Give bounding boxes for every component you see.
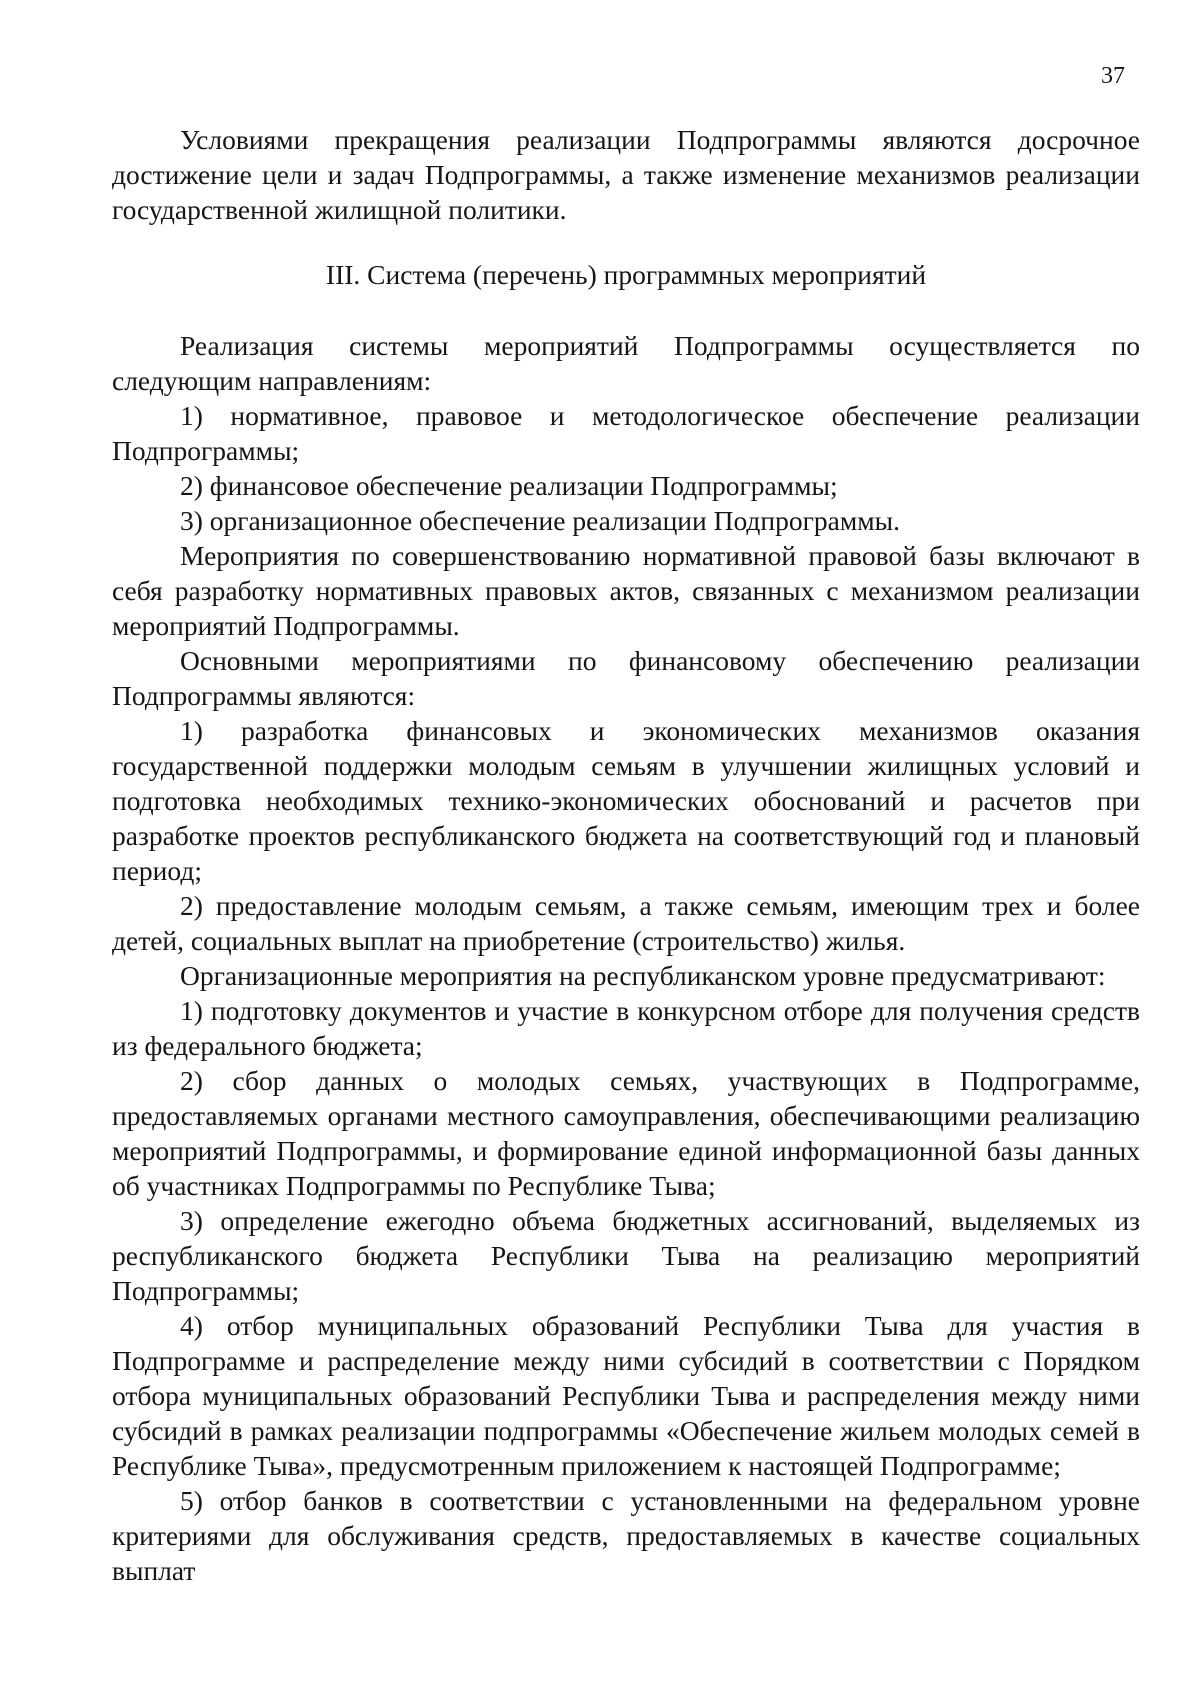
page-number: 37 <box>1101 63 1125 89</box>
paragraph-financial-measures-intro: Основными мероприятиями по финансовому обеспечению реализации Подпрограммы являются: <box>112 645 1140 711</box>
list-item-direction-3: 3) организационное обеспечение реализации Подпрограммы. <box>180 505 901 536</box>
list-item-organizational-4: 4) отбор муниципальных образований Республики Тыва для участия в Подпрограмме и распределение между ними субсидий в соответствии с Порядком отбора муниципальных образований Республики Тыва и распределения между ними субсидий в рамках реализации подпрограммы «Обеспечение жильем молодых семей в Республике Тыва», предусмотренным приложением к настоящей Подпрограмме; <box>112 1310 1140 1481</box>
paragraph-directions-intro: Реализация системы мероприятий Подпрограммы осуществляется по следующим направлениям: <box>112 330 1140 396</box>
section-heading: III. Система (перечень) программных мероприятий <box>325 259 927 290</box>
document-body <box>112 122 1140 1588</box>
list-item-organizational-2: 2) сбор данных о молодых семьях, участвующих в Подпрограмме, предоставляемых органами местного самоуправления, обеспечивающими реализацию мероприятий Подпрограммы, и формирование единой информационной базы данных об участниках Подпрограммы по Республике Тыва; <box>112 1065 1140 1201</box>
paragraph-organizational-intro: Организационные мероприятия на республиканском уровне предусматривают: <box>180 960 1106 991</box>
list-item-direction-2: 2) финансовое обеспечение реализации Подпрограммы; <box>180 470 838 501</box>
list-item-financial-2: 2) предоставление молодым семьям, а также семьям, имеющим трех и более детей, социальных выплат на приобретение (строительство) жилья. <box>112 890 1140 956</box>
list-item-direction-1: 1) нормативное, правовое и методологическое обеспечение реализации Подпрограммы; <box>112 400 1140 466</box>
list-item-organizational-5: 5) отбор банков в соответствии с установленными на федеральном уровне критериями для обслуживания средств, предоставляемых в качестве социальных выплат <box>112 1485 1140 1586</box>
paragraph-normative-measures: Мероприятия по совершенствованию нормативной правовой базы включают в себя разработку нормативных правовых актов, связанных с механизмом реализации мероприятий Подпрограммы. <box>112 540 1140 641</box>
paragraph-termination-conditions: Условиями прекращения реализации Подпрограммы являются досрочное достижение цели и задач Подпрограммы, а также изменение механизмов реализации государственной жилищной политики. <box>112 124 1140 225</box>
list-item-organizational-1: 1) подготовку документов и участие в конкурсном отборе для получения средств из федерального бюджета; <box>112 995 1140 1061</box>
list-item-financial-1: 1) разработка финансовых и экономических механизмов оказания государственной поддержки молодым семьям в улучшении жилищных условий и подготовка необходимых технико-экономических обоснований и расчетов при разработке проектов республиканского бюджета на соответствующий год и плановый период; <box>112 715 1140 886</box>
list-item-organizational-3: 3) определение ежегодно объема бюджетных ассигнований, выделяемых из республиканского бюджета Республики Тыва на реализацию мероприятий Подпрограммы; <box>112 1205 1140 1306</box>
